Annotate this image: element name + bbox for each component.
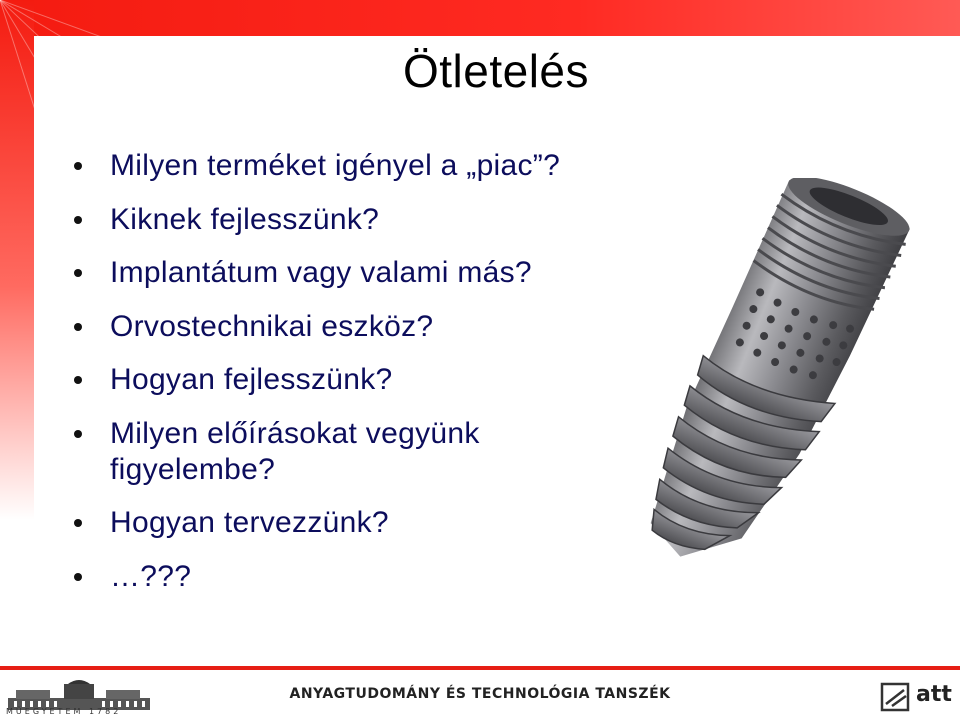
bullet-item [70, 202, 590, 238]
bullet-text: Milyen terméket igényel a „piac”? [110, 149, 561, 182]
bullet-item [70, 309, 590, 345]
bullet-item [70, 148, 590, 184]
bullet-dot-icon [74, 269, 82, 277]
bullet-dot-icon [74, 519, 82, 527]
top-accent-bar [0, 0, 960, 36]
university-logo-text: MŰEGYETEM 1782 [6, 707, 122, 716]
bullet-dot-icon [74, 573, 82, 581]
slide-title: Ötletelés [402, 45, 590, 97]
bullet-text: Kiknek fejlesszünk? [110, 202, 380, 236]
bullet-list [70, 148, 590, 612]
bullet-item [70, 362, 590, 398]
bullet-text: Implantátum vagy valami más? [110, 256, 532, 289]
bullet-text: …??? [110, 559, 192, 593]
department-name: ANYAGTUDOMÁNY ÉS TECHNOLÓGIA TANSZÉK [289, 686, 671, 702]
bullet-dot-icon [74, 430, 82, 438]
dental-implant-image [600, 178, 930, 598]
bullet-text: Milyen előírásokat vegyünk figyelembe? [110, 416, 480, 486]
bullet-dot-icon [74, 376, 82, 384]
bullet-item [70, 255, 590, 291]
bullet-dot-icon [74, 216, 82, 224]
bullet-item [70, 505, 590, 541]
bullet-dot-icon [74, 323, 82, 331]
att-logo-text: att [916, 682, 952, 707]
bullet-text: Hogyan fejlesszünk? [110, 363, 393, 396]
bullet-text: Hogyan tervezzünk? [110, 506, 389, 539]
bullet-item [70, 559, 590, 595]
footer [0, 670, 960, 720]
bullet-item [70, 416, 590, 488]
bullet-text: Orvostechnikai eszköz? [110, 309, 434, 343]
bullet-dot-icon [74, 162, 82, 170]
